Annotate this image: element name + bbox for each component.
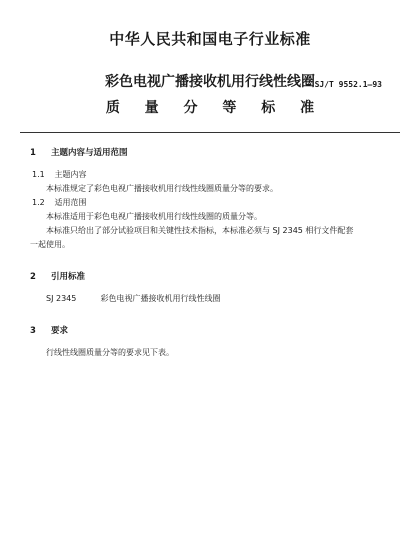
section-1-1-text: 本标准规定了彩色电视广播接收机用行线性线圈质量分等的要求。 xyxy=(46,184,278,193)
section-2-heading xyxy=(30,270,390,284)
title-line-1: 彩色电视广播接收机用行线性线圈 xyxy=(105,74,315,90)
section-1-heading xyxy=(30,146,390,160)
title-line-2: 质 量 分 等 标 准 xyxy=(105,100,325,116)
section-1-2-text-3: 一起使用。 xyxy=(30,240,70,249)
subsection-title: 适用范围 xyxy=(54,198,87,207)
section-number: 3 xyxy=(30,326,36,336)
section-title: 要求 xyxy=(50,326,68,336)
subsection-number: 1.2 xyxy=(32,198,45,207)
section-3-heading xyxy=(30,324,390,338)
subsection-title: 主题内容 xyxy=(54,170,87,179)
section-1-1-heading xyxy=(32,168,390,182)
reference-title: 彩色电视广播接收机用行线性线圈 xyxy=(100,294,221,303)
section-1-2-heading xyxy=(32,196,390,210)
standard-family-heading: 中华人民共和国电子行业标准 xyxy=(109,30,311,48)
section-1-2-text-1: 本标准适用于彩色电视广播接收机用行线性线圈的质量分等。 xyxy=(46,212,262,221)
subsection-number: 1.1 xyxy=(32,170,45,179)
section-number: 2 xyxy=(30,272,36,282)
document-body xyxy=(30,140,390,360)
standard-code: SJ/T 9552.1—93 xyxy=(314,80,382,89)
reference-entry xyxy=(46,292,390,306)
section-title: 主题内容与适用范围 xyxy=(50,148,128,158)
header-divider xyxy=(20,132,400,133)
section-title: 引用标准 xyxy=(50,272,85,282)
section-number: 1 xyxy=(30,148,36,158)
section-1-2-text-2: 本标准只给出了部分试验项目和关键性技术指标，本标准必须与 SJ 2345 相行文件配套 xyxy=(46,226,354,235)
section-3-text: 行线性线圈质量分等的要求见下表。 xyxy=(46,348,174,357)
document-title xyxy=(0,69,420,121)
reference-code: SJ 2345 xyxy=(46,294,77,303)
